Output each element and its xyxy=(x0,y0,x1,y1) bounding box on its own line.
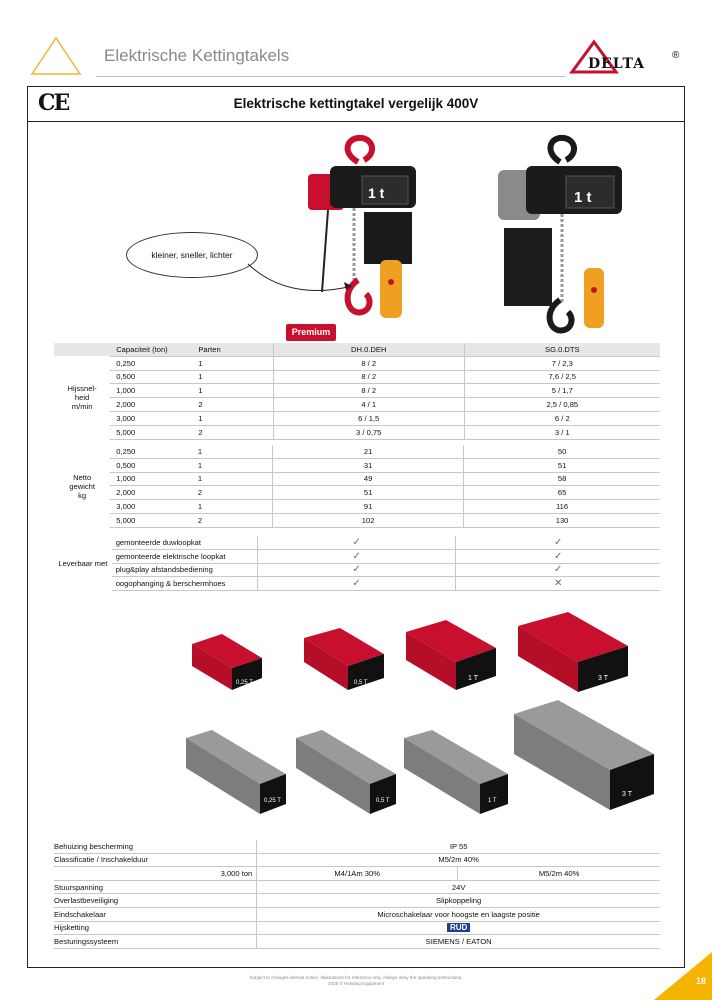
model-a-header: DH.0.DEH xyxy=(273,343,464,356)
size-label: 1 T xyxy=(468,675,478,682)
header-title: Elektrische Kettingtakels xyxy=(104,46,290,65)
parts-header: Parten xyxy=(178,343,273,356)
size-label: 3 T xyxy=(598,675,608,682)
specs-table xyxy=(54,840,660,949)
page-number: 18 xyxy=(695,976,706,986)
table-row: 3,000 1 6 / 1,5 6 / 2 xyxy=(54,411,660,425)
gray-block-1 xyxy=(404,730,508,814)
warning-triangle-icon xyxy=(30,36,82,76)
table-row: 1,000 1 49 58 xyxy=(54,472,660,486)
check-icon: ✓ xyxy=(257,536,456,549)
classification-label: Classificatie / Inschakelduur xyxy=(54,853,257,867)
table-row: Hijsketting RUD xyxy=(54,921,660,935)
availability-label: Leverbaar met xyxy=(58,558,108,568)
footer-note: Subject to changes without notice. Illustrations for reference only. Always obey the operating instructions. 2025 © Hoisting Equipment xyxy=(249,975,463,986)
table-row: Behuizing bescherming IP 55 xyxy=(54,840,660,853)
red-block-1 xyxy=(406,620,496,690)
table-row: 5,000 2 3 / 0,75 3 / 1 xyxy=(54,425,660,439)
speed-label: Hijssnel- heid m/min xyxy=(67,384,97,412)
brand-registered-mark: ® xyxy=(672,50,680,61)
table-row: plug&play afstandsbediening ✓ ✓ xyxy=(54,563,660,577)
weight-label: Netto gewicht kg xyxy=(69,472,96,500)
hoist-dh-capacity-label: 1 t xyxy=(368,185,385,201)
gray-block-05 xyxy=(296,730,396,814)
availability-table xyxy=(54,536,660,591)
red-block-3 xyxy=(518,612,628,692)
check-icon: ✓ xyxy=(456,563,660,577)
header-divider xyxy=(96,76,566,77)
table-row: Eindschakelaar Microschakelaar voor hoogste en laagste positie xyxy=(54,907,660,921)
size-label: 3 T xyxy=(622,791,632,798)
size-label: 0,5 T xyxy=(354,680,368,686)
red-block-05 xyxy=(304,628,384,690)
table-row: Stuurspanning 24V xyxy=(54,880,660,894)
check-icon: ✓ xyxy=(257,577,456,591)
cross-icon: ✕ xyxy=(456,577,660,591)
red-block-025 xyxy=(192,634,262,690)
capacity-header: Capaciteit (ton) xyxy=(110,343,178,356)
table-row: 0,500 1 8 / 2 7,6 / 2,5 xyxy=(54,370,660,384)
table-row: 2,000 2 4 / 1 2,5 / 0,85 xyxy=(54,398,660,412)
gray-block-3 xyxy=(514,700,654,810)
table-row: 1,000 1 8 / 2 5 / 1,7 xyxy=(54,384,660,398)
premium-badge: Premium xyxy=(286,324,336,341)
table-row: 2,000 2 51 65 xyxy=(54,486,660,500)
table-row: 0,500 1 31 51 xyxy=(54,458,660,472)
table-row: 3,000 ton M4/1Am 30% M5/2m 40% xyxy=(54,867,660,881)
table-row: Besturingssysteem SIEMENS / EATON xyxy=(54,935,660,949)
size-label: 0,5 T xyxy=(376,798,390,804)
table-row: Hijssnel- heid m/min 0,250 1 8 / 2 7 / 2,3 xyxy=(54,356,660,370)
size-label: 0,25 T xyxy=(236,680,253,686)
document-title: Elektrische kettingtakel vergelijk 400V xyxy=(233,96,479,111)
title-separator xyxy=(27,121,685,122)
table-row: 5,000 2 102 130 xyxy=(54,513,660,527)
size-label: 1 T xyxy=(488,798,497,804)
callout-bubble: kleiner, sneller, lichter xyxy=(126,232,258,278)
table-row: gemonteerde elektrische loopkat ✓ ✓ xyxy=(54,549,660,563)
check-icon: ✓ xyxy=(257,563,456,577)
table-row: 3,000 1 91 116 xyxy=(54,500,660,514)
model-b-header: SG.0.DTS xyxy=(464,343,660,356)
hoist-sg-image xyxy=(490,132,630,336)
size-label: 0,25 T xyxy=(264,798,281,804)
table-row: Overlastbeveiliging Slipkoppeling xyxy=(54,894,660,908)
gray-block-025 xyxy=(186,730,286,814)
check-icon: ✓ xyxy=(456,536,660,549)
table-row: oogophanging & berschermhoes ✓ ✕ xyxy=(54,577,660,591)
table-row: Leverbaar met gemonteerde duwloopkat ✓ ✓ xyxy=(54,536,660,549)
size-comparison-graphic xyxy=(180,612,660,824)
ce-mark: CE xyxy=(38,90,69,116)
table-row: Netto gewicht kg 0,250 1 21 50 xyxy=(54,445,660,458)
check-icon: ✓ xyxy=(257,549,456,563)
table-header-row xyxy=(54,343,660,356)
rud-logo: RUD xyxy=(257,921,660,935)
callout-arrow-icon xyxy=(240,258,360,298)
check-icon: ✓ xyxy=(456,549,660,563)
brand-name: DELTA xyxy=(588,56,646,72)
weight-table xyxy=(54,445,660,528)
hoist-dh-image xyxy=(300,132,424,328)
speed-table xyxy=(54,343,660,440)
table-row: Classificatie / Inschakelduur M5/2m 40% xyxy=(54,853,660,867)
brand-logo xyxy=(568,38,688,76)
hoist-sg-capacity-label: 1 t xyxy=(574,189,592,206)
